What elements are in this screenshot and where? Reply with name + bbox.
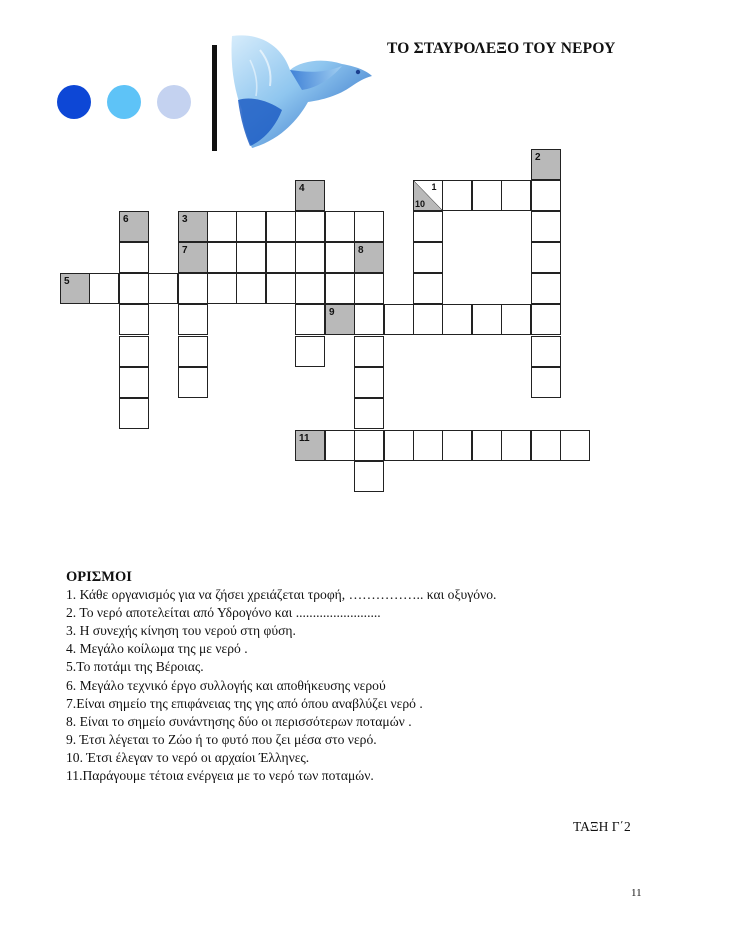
crossword-cell[interactable] xyxy=(236,273,266,304)
crossword-cell[interactable] xyxy=(207,211,237,242)
crossword-number-cell-8 xyxy=(354,242,384,273)
definitions-title: ΟΡΙΣΜΟΙ xyxy=(66,569,132,585)
definition-item: 4. Μεγάλο κοίλωμα της με νερό . xyxy=(66,641,248,657)
crossword-cell[interactable] xyxy=(295,304,325,335)
crossword-cell[interactable] xyxy=(119,336,149,367)
clue-number: 6 xyxy=(123,214,129,225)
definition-item: 3. Η συνεχής κίνηση του νερού στη φύση. xyxy=(66,623,296,639)
clue-number: 5 xyxy=(64,276,70,287)
crossword-cell[interactable] xyxy=(531,211,561,242)
clue-number: 11 xyxy=(299,433,310,444)
crossword-number-cell-5 xyxy=(60,273,90,304)
definition-item: 11.Παράγουμε τέτοια ενέργεια με το νερό των ποταμών. xyxy=(66,768,374,784)
crossword-cell[interactable] xyxy=(236,242,266,273)
definition-item: 9. Έτσι λέγεται το Ζώο ή το φυτό που ζει μέσα στο νερό. xyxy=(66,731,377,747)
crossword-cell[interactable] xyxy=(119,398,149,429)
crossword-cell[interactable] xyxy=(531,242,561,273)
clue-number: 3 xyxy=(182,214,188,225)
crossword-cell[interactable] xyxy=(295,336,325,367)
crossword-cell[interactable] xyxy=(354,461,384,492)
crossword-number-cell-11 xyxy=(295,430,325,461)
crossword-cell[interactable] xyxy=(236,211,266,242)
clue-number: 10 xyxy=(415,199,426,209)
crossword-cell[interactable] xyxy=(266,211,296,242)
crossword-cell[interactable] xyxy=(531,430,561,461)
crossword-number-cell-7 xyxy=(178,242,208,273)
crossword-cell[interactable] xyxy=(531,304,561,335)
definition-item: 5.Το ποτάμι της Βέροιας. xyxy=(66,659,204,675)
crossword-cell[interactable] xyxy=(442,180,472,211)
crossword-cell[interactable] xyxy=(354,304,384,335)
page-title: ΤΟ ΣΤΑΥΡΟΛΕΞΟ ΤΟΥ ΝΕΡΟΥ xyxy=(387,40,616,57)
crossword-cell[interactable] xyxy=(531,367,561,398)
crossword-split-cell-1-10 xyxy=(413,180,443,211)
crossword-number-cell-6 xyxy=(119,211,149,242)
crossword-cell[interactable] xyxy=(442,430,472,461)
crossword-cell[interactable] xyxy=(325,211,355,242)
crossword-cell[interactable] xyxy=(148,273,178,304)
definition-item: 7.Είναι σημείο της επιφάνειας της γης από όπου αναβλύζει νερό . xyxy=(66,695,423,711)
page-number: 11 xyxy=(631,887,642,899)
crossword-cell[interactable] xyxy=(531,180,561,211)
definition-item: 2. Το νερό αποτελείται από Υδρογόνο και ......................... xyxy=(66,605,381,621)
crossword-cell[interactable] xyxy=(354,398,384,429)
crossword-cell[interactable] xyxy=(531,273,561,304)
crossword-cell[interactable] xyxy=(178,273,208,304)
crossword-cell[interactable] xyxy=(531,336,561,367)
crossword-number-cell-9 xyxy=(325,304,355,335)
crossword-cell[interactable] xyxy=(266,273,296,304)
class-label: ΤΑΞΗ Γ΄2 xyxy=(573,819,631,834)
crossword-cell[interactable] xyxy=(413,242,443,273)
crossword-cell[interactable] xyxy=(178,367,208,398)
crossword-cell[interactable] xyxy=(354,430,384,461)
crossword-cell[interactable] xyxy=(413,304,443,335)
crossword-cell[interactable] xyxy=(178,304,208,335)
crossword-cell[interactable] xyxy=(413,430,443,461)
crossword-cell[interactable] xyxy=(325,273,355,304)
crossword-cell[interactable] xyxy=(325,242,355,273)
crossword-cell[interactable] xyxy=(354,273,384,304)
crossword-cell[interactable] xyxy=(295,242,325,273)
crossword-number-cell-2 xyxy=(531,149,561,180)
definition-item: 10. Έτσι έλεγαν το νερό οι αρχαίοι Έλληνες. xyxy=(66,749,310,765)
crossword-cell[interactable] xyxy=(354,211,384,242)
clue-number: 8 xyxy=(358,245,364,256)
crossword-cell[interactable] xyxy=(472,180,502,211)
crossword-number-cell-3 xyxy=(178,211,208,242)
clue-number: 7 xyxy=(182,245,188,256)
clue-number: 1 xyxy=(431,182,437,192)
crossword-cell[interactable] xyxy=(472,304,502,335)
crossword-cell[interactable] xyxy=(119,304,149,335)
crossword-cell[interactable] xyxy=(384,304,414,335)
crossword-cell[interactable] xyxy=(501,430,531,461)
clue-number: 2 xyxy=(535,152,541,163)
definition-item: 8. Είναι το σημείο συνάντησης δύο οι περισσότερων ποταμών . xyxy=(66,713,412,729)
crossword-cell[interactable] xyxy=(384,430,414,461)
crossword-number-cell-4 xyxy=(295,180,325,211)
crossword-cell[interactable] xyxy=(295,211,325,242)
crossword-cell[interactable] xyxy=(266,242,296,273)
crossword-cell[interactable] xyxy=(119,367,149,398)
crossword-cell[interactable] xyxy=(178,336,208,367)
crossword-cell[interactable] xyxy=(354,336,384,367)
crossword-cell[interactable] xyxy=(207,242,237,273)
crossword-cell[interactable] xyxy=(119,242,149,273)
crossword-cell[interactable] xyxy=(560,430,590,461)
crossword-cell[interactable] xyxy=(89,273,119,304)
crossword-cell[interactable] xyxy=(472,430,502,461)
crossword-cell[interactable] xyxy=(119,273,149,304)
crossword-cell[interactable] xyxy=(413,211,443,242)
crossword-cell[interactable] xyxy=(501,304,531,335)
crossword-cell[interactable] xyxy=(442,304,472,335)
crossword-cell[interactable] xyxy=(325,430,355,461)
crossword-cell[interactable] xyxy=(413,273,443,304)
crossword-cell[interactable] xyxy=(354,367,384,398)
crossword-cell[interactable] xyxy=(207,273,237,304)
clue-number: 9 xyxy=(329,307,335,318)
definition-item: 1. Κάθε οργανισμός για να ζήσει χρειάζεται τροφή, …………….. και οξυγόνο. xyxy=(66,587,497,603)
clue-number: 4 xyxy=(299,183,305,194)
definitions-section xyxy=(66,568,496,785)
crossword-cell[interactable] xyxy=(501,180,531,211)
definition-item: 6. Μεγάλο τεχνικό έργο συλλογής και αποθήκευσης νερού xyxy=(66,677,386,693)
crossword-cell[interactable] xyxy=(295,273,325,304)
